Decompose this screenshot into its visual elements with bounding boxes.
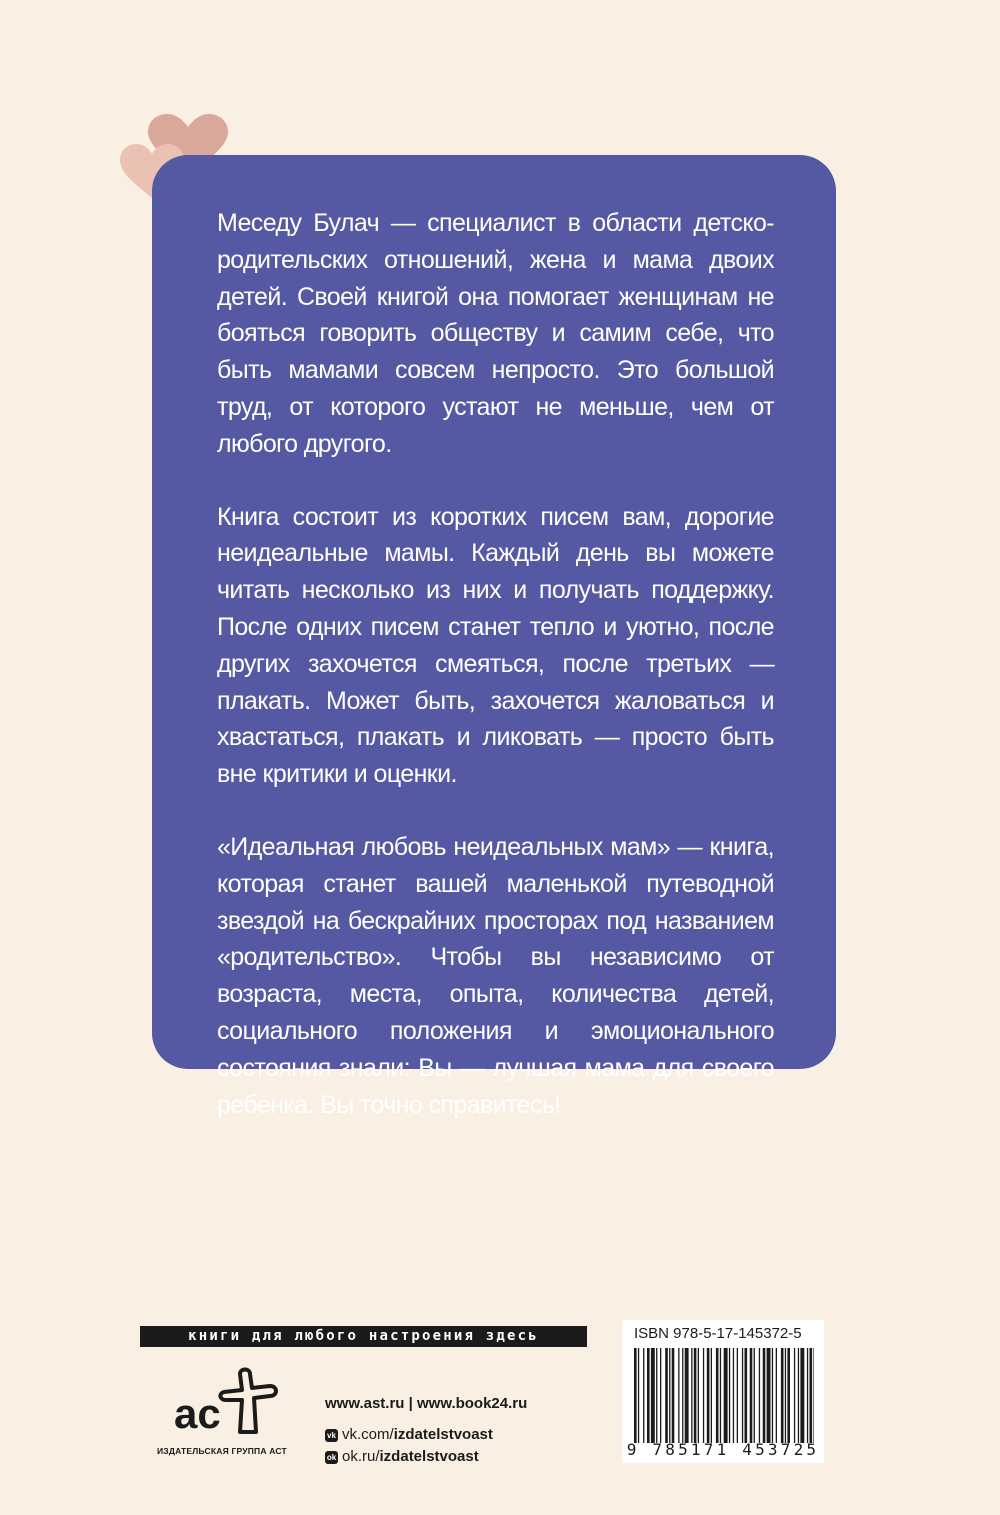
- websites-link[interactable]: www.ast.ru | www.book24.ru: [325, 1395, 528, 1412]
- tagline-banner: книги для любого настроения здесь: [140, 1326, 587, 1347]
- barcode-bar: [656, 1348, 657, 1443]
- barcode-bar: [745, 1348, 748, 1443]
- ok-icon: ok: [326, 1452, 337, 1462]
- barcode-bar: [813, 1348, 814, 1443]
- vk-prefix: vk.com/: [342, 1426, 394, 1443]
- barcode-bar: [638, 1348, 639, 1443]
- ok-prefix: ok.ru/: [342, 1448, 380, 1465]
- barcode-bar: [767, 1348, 771, 1443]
- barcode-bar: [711, 1348, 712, 1443]
- vk-icon: vk: [325, 1429, 338, 1442]
- barcode-bar: [694, 1348, 697, 1443]
- barcode-bar: [787, 1348, 790, 1443]
- description-paragraph-3: «Идеальная любовь неидеальных мам» — книга, которая станет вашей маленькой путеводной звездой на бескрайних просторах под названием «родительство». Чтобы вы независимо от возраста, места, опыта, количества детей, социального положения и эмоционального состояния знали: Вы — лучшая мама для своего ребенка. Вы точно справитесь!: [217, 832, 774, 1119]
- barcode-bar: [763, 1348, 766, 1443]
- barcode-bar: [772, 1348, 773, 1443]
- isbn-block: [622, 1320, 824, 1463]
- barcode-bar: [665, 1348, 668, 1443]
- description-text: [217, 205, 774, 1159]
- contact-links: [325, 1393, 527, 1468]
- barcode-bar: [724, 1348, 728, 1443]
- barcode-bar: [703, 1348, 704, 1443]
- barcode-bar: [678, 1348, 679, 1443]
- isbn-digits: 9 785171 453725: [626, 1440, 820, 1459]
- barcode-bar: [729, 1348, 730, 1443]
- description-paragraph-1: Меседу Булач — специалист в области детско-родительских отношений, жена и мама двоих детей. Своей книгой она помогает женщинам не бояться говорить обществу и самим себе, что быть мамами совсем непросто. Это большой труд, от которого устают не меньше, чем от любого другого.: [217, 209, 774, 458]
- ast-logo: [170, 1360, 285, 1440]
- barcode-bar: [660, 1348, 661, 1443]
- vk-handle: izdatelstvoast: [393, 1426, 493, 1443]
- barcode-bar: [798, 1348, 799, 1443]
- barcode-bar: [733, 1348, 734, 1443]
- barcode-bar: [800, 1348, 804, 1443]
- barcode-bar: [810, 1348, 813, 1443]
- barcode-bar: [716, 1348, 719, 1443]
- barcode-bar: [807, 1348, 808, 1443]
- barcode-bar: [707, 1348, 710, 1443]
- barcode: [634, 1348, 814, 1443]
- barcode-bar: [785, 1348, 786, 1443]
- barcode-bar: [737, 1348, 738, 1443]
- barcode-bar: [742, 1348, 743, 1443]
- isbn-label: ISBN 978-5-17-145372-5: [634, 1325, 802, 1342]
- barcode-bar: [776, 1348, 777, 1443]
- barcode-bar: [754, 1348, 755, 1443]
- barcode-bar: [720, 1348, 721, 1443]
- barcode-bar: [651, 1348, 655, 1443]
- ast-logo-cross: [220, 1370, 276, 1433]
- barcode-bar: [685, 1348, 689, 1443]
- ok-link[interactable]: [325, 1446, 527, 1468]
- barcode-bar: [691, 1348, 692, 1443]
- publisher-name: ИЗДАТЕЛЬСКАЯ ГРУППА АСТ: [157, 1446, 287, 1456]
- ast-logo-text: ac: [174, 1390, 221, 1437]
- barcode-bar: [643, 1348, 644, 1443]
- barcode-bar: [634, 1348, 637, 1443]
- vk-link[interactable]: [325, 1424, 527, 1446]
- barcode-bar: [672, 1348, 675, 1443]
- barcode-bar: [750, 1348, 753, 1443]
- ok-handle: izdatelstvoast: [379, 1448, 479, 1465]
- barcode-bar: [669, 1348, 670, 1443]
- description-paragraph-2: Книга состоит из коротких писем вам, дорогие неидеальные мамы. Каждый день вы можете читать несколько из них и получать поддержку. После одних писем станет тепло и уютно, после других захочется смеяться, после третьих — плакать. Может быть, захочется жаловаться и хвастаться, плакать и ликовать — просто быть вне критики и оценки.: [217, 502, 774, 789]
- barcode-bar: [794, 1348, 795, 1443]
- barcode-bar: [647, 1348, 650, 1443]
- barcode-bar: [759, 1348, 760, 1443]
- barcode-bar: [682, 1348, 683, 1443]
- barcode-bar: [698, 1348, 699, 1443]
- barcode-bar: [781, 1348, 784, 1443]
